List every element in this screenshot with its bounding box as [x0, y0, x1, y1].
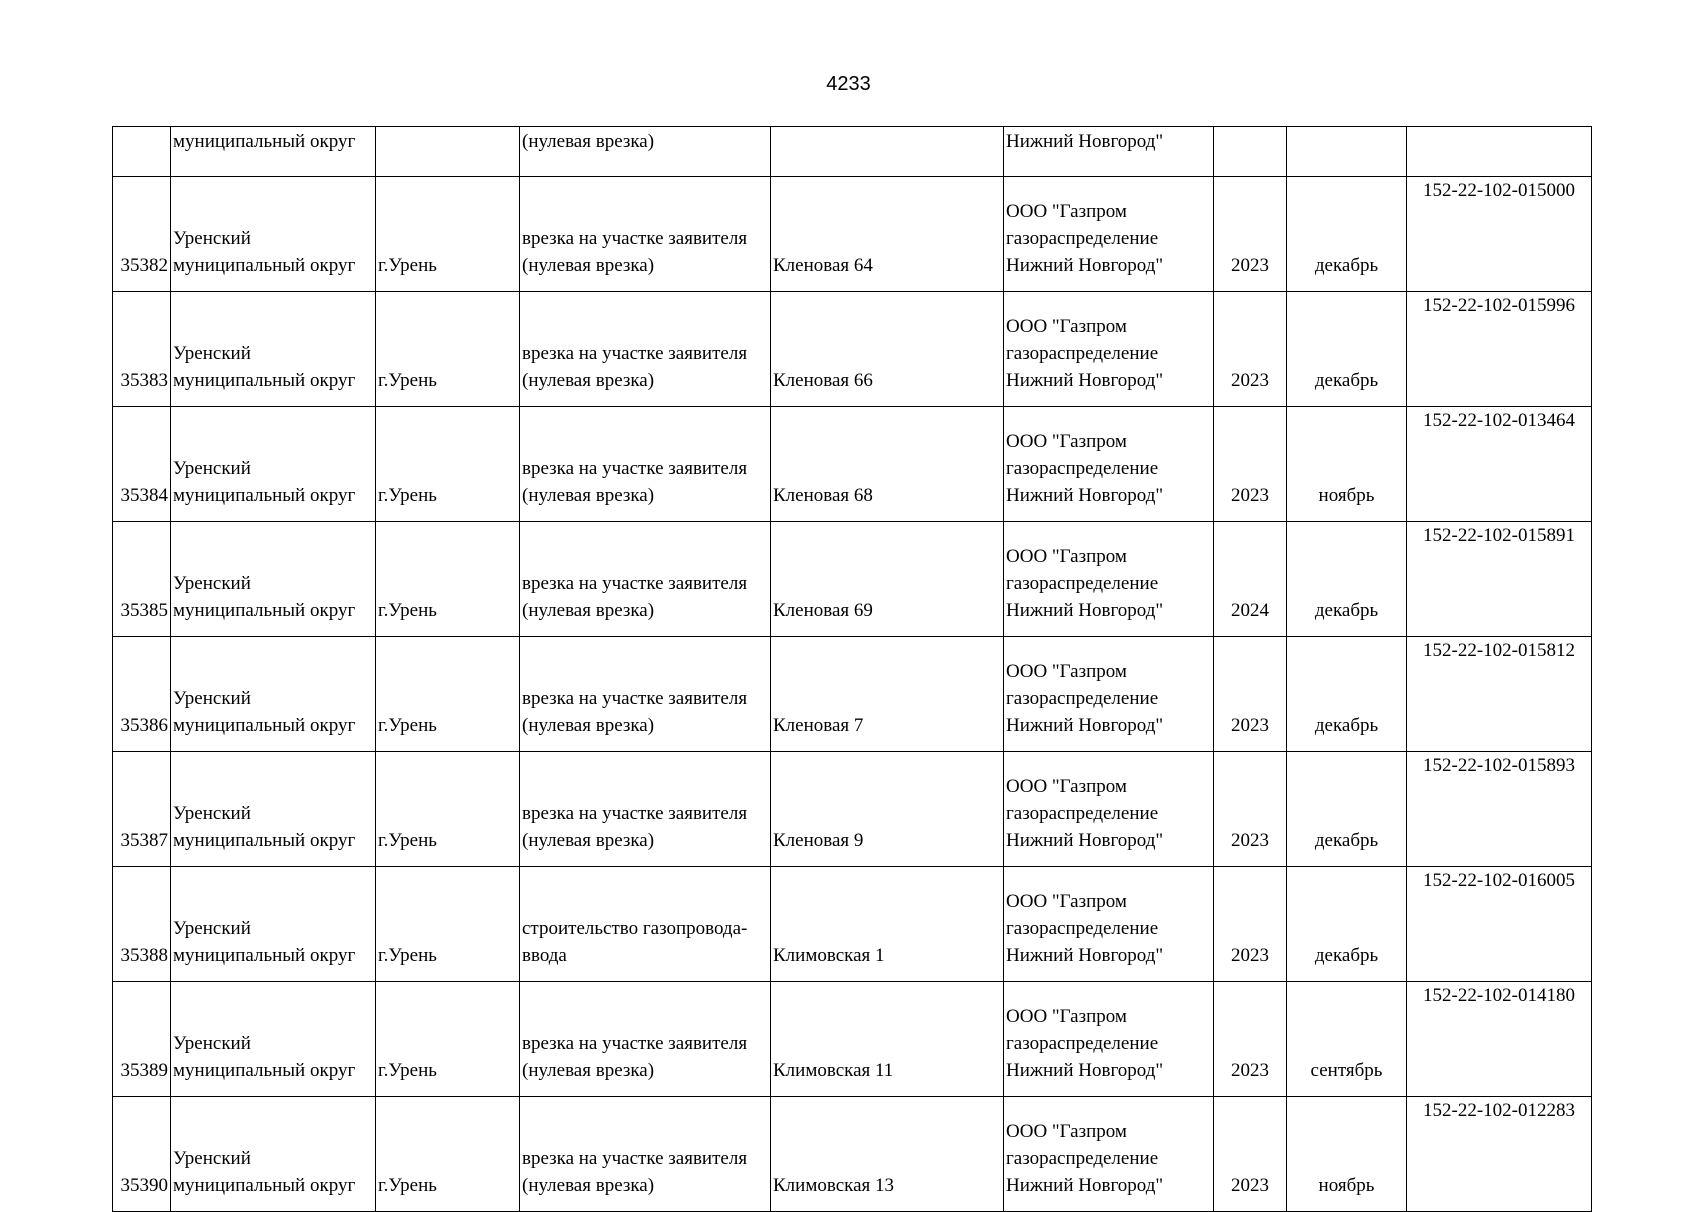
district-line-2: муниципальный округ: [173, 1060, 356, 1081]
cell-district: [171, 867, 376, 982]
cell-work-type: [520, 982, 771, 1097]
work-line-1: врезка на участке заявителя: [522, 343, 748, 364]
cell-code: 152-22-102-015893: [1407, 752, 1592, 867]
organization-line-1: ООО "Газпром: [1006, 316, 1127, 337]
cell-work-type: (нулевая врезка): [520, 127, 771, 177]
cell-year: 2024: [1214, 522, 1287, 637]
cell-month: сентябрь: [1287, 982, 1407, 1097]
cell-code: 152-22-102-015891: [1407, 522, 1592, 637]
cell-year: 2023: [1214, 177, 1287, 292]
cell-work-type: [520, 752, 771, 867]
table-row: [113, 982, 1592, 1097]
cell-organization: [1004, 1097, 1214, 1212]
cell-organization: [1004, 292, 1214, 407]
district-line-2: муниципальный округ: [173, 715, 356, 736]
table-row: [113, 177, 1592, 292]
cell-work-type: [520, 867, 771, 982]
organization-line-1: ООО "Газпром: [1006, 431, 1127, 452]
cell-organization: [1004, 752, 1214, 867]
organization-line-2: газораспределение: [1006, 688, 1159, 709]
register-table: [112, 126, 1592, 1212]
table-body: [113, 127, 1592, 1212]
cell-year: [1214, 127, 1287, 177]
organization-line-1: ООО "Газпром: [1006, 546, 1127, 567]
organization-line-3: Нижний Новгород": [1006, 945, 1164, 966]
district-line-1: Уренский: [173, 458, 251, 479]
cell-number: 35384: [113, 407, 171, 522]
district-line-2: муниципальный округ: [173, 600, 356, 621]
cell-code: 152-22-102-015812: [1407, 637, 1592, 752]
table-row: [113, 522, 1592, 637]
organization-line-3: Нижний Новгород": [1006, 255, 1164, 276]
organization-line-2: газораспределение: [1006, 343, 1159, 364]
organization-line-1: ООО "Газпром: [1006, 661, 1127, 682]
district-line-1: Уренский: [173, 803, 251, 824]
organization-line-1: ООО "Газпром: [1006, 201, 1127, 222]
district-line-1: Уренский: [173, 918, 251, 939]
cell-month: декабрь: [1287, 637, 1407, 752]
cell-number: 35390: [113, 1097, 171, 1212]
cell-district: [171, 177, 376, 292]
cell-district: муниципальный округ: [171, 127, 376, 177]
organization-line-2: газораспределение: [1006, 573, 1159, 594]
work-line-1: врезка на участке заявителя: [522, 573, 748, 594]
cell-town: г.Урень: [376, 407, 520, 522]
cell-code: 152-22-102-015000: [1407, 177, 1592, 292]
cell-month: декабрь: [1287, 292, 1407, 407]
cell-organization: Нижний Новгород": [1004, 127, 1214, 177]
cell-street: [771, 127, 1004, 177]
district-line-1: Уренский: [173, 343, 251, 364]
cell-town: г.Урень: [376, 1097, 520, 1212]
work-line-2: (нулевая врезка): [522, 600, 655, 621]
organization-line-2: газораспределение: [1006, 1033, 1159, 1054]
table-row: [113, 637, 1592, 752]
cell-organization: [1004, 522, 1214, 637]
cell-district: [171, 637, 376, 752]
district-line-2: муниципальный округ: [173, 370, 356, 391]
cell-town: г.Урень: [376, 982, 520, 1097]
cell-number: 35385: [113, 522, 171, 637]
work-line-2: (нулевая врезка): [522, 485, 655, 506]
work-line-1: строительство газопровода-: [522, 918, 748, 939]
organization-line-3: Нижний Новгород": [1006, 830, 1164, 851]
cell-number: 35389: [113, 982, 171, 1097]
work-line-2: (нулевая врезка): [522, 1175, 655, 1196]
cell-organization: [1004, 982, 1214, 1097]
cell-code: 152-22-102-013464: [1407, 407, 1592, 522]
table-row: [113, 407, 1592, 522]
organization-line-2: газораспределение: [1006, 458, 1159, 479]
organization-line-2: газораспределение: [1006, 803, 1159, 824]
cell-organization: [1004, 177, 1214, 292]
cell-number: 35388: [113, 867, 171, 982]
cell-work-type: [520, 407, 771, 522]
table-row: [113, 752, 1592, 867]
cell-month: декабрь: [1287, 177, 1407, 292]
cell-town: г.Урень: [376, 752, 520, 867]
cell-district: [171, 407, 376, 522]
cell-year: 2023: [1214, 1097, 1287, 1212]
cell-district: [171, 982, 376, 1097]
cell-street: Кленовая 69: [771, 522, 1004, 637]
cell-town: г.Урень: [376, 867, 520, 982]
work-line-2: (нулевая врезка): [522, 370, 655, 391]
district-line-1: Уренский: [173, 688, 251, 709]
cell-code: [1407, 127, 1592, 177]
organization-line-2: газораспределение: [1006, 918, 1159, 939]
district-line-2: муниципальный округ: [173, 945, 356, 966]
cell-year: 2023: [1214, 982, 1287, 1097]
organization-line-3: Нижний Новгород": [1006, 485, 1164, 506]
cell-month: [1287, 127, 1407, 177]
organization-line-3: Нижний Новгород": [1006, 600, 1164, 621]
table-row: [113, 867, 1592, 982]
district-line-2: муниципальный округ: [173, 1175, 356, 1196]
cell-work-type: [520, 637, 771, 752]
cell-code: 152-22-102-014180: [1407, 982, 1592, 1097]
district-line-2: муниципальный округ: [173, 485, 356, 506]
cell-street: Кленовая 68: [771, 407, 1004, 522]
work-line-2: ввода: [522, 945, 567, 966]
district-line-2: муниципальный округ: [173, 830, 356, 851]
work-line-1: врезка на участке заявителя: [522, 1033, 748, 1054]
cell-work-type: [520, 292, 771, 407]
work-line-1: врезка на участке заявителя: [522, 458, 748, 479]
table-row: [113, 1097, 1592, 1212]
cell-street: Кленовая 9: [771, 752, 1004, 867]
work-line-1: врезка на участке заявителя: [522, 803, 748, 824]
work-line-2: (нулевая врезка): [522, 1060, 655, 1081]
cell-town: г.Урень: [376, 177, 520, 292]
cell-organization: [1004, 637, 1214, 752]
cell-town: г.Урень: [376, 292, 520, 407]
cell-year: 2023: [1214, 407, 1287, 522]
cell-number: [113, 127, 171, 177]
cell-street: Кленовая 64: [771, 177, 1004, 292]
work-line-1: врезка на участке заявителя: [522, 228, 748, 249]
organization-line-1: ООО "Газпром: [1006, 776, 1127, 797]
cell-work-type: [520, 1097, 771, 1212]
cell-month: декабрь: [1287, 867, 1407, 982]
table-row: [113, 292, 1592, 407]
cell-street: Климовская 13: [771, 1097, 1004, 1212]
organization-line-3: Нижний Новгород": [1006, 1060, 1164, 1081]
work-line-2: (нулевая врезка): [522, 830, 655, 851]
organization-line-2: газораспределение: [1006, 1148, 1159, 1169]
cell-month: ноябрь: [1287, 1097, 1407, 1212]
cell-work-type: [520, 522, 771, 637]
cell-code: 152-22-102-016005: [1407, 867, 1592, 982]
cell-organization: [1004, 407, 1214, 522]
cell-district: [171, 752, 376, 867]
organization-line-3: Нижний Новгород": [1006, 370, 1164, 391]
continuation-row: [113, 127, 1592, 177]
cell-number: 35386: [113, 637, 171, 752]
organization-line-2: газораспределение: [1006, 228, 1159, 249]
organization-line-3: Нижний Новгород": [1006, 715, 1164, 736]
organization-line-1: ООО "Газпром: [1006, 891, 1127, 912]
district-line-2: муниципальный округ: [173, 255, 356, 276]
cell-year: 2023: [1214, 867, 1287, 982]
cell-code: 152-22-102-012283: [1407, 1097, 1592, 1212]
cell-street: Кленовая 66: [771, 292, 1004, 407]
cell-town: г.Урень: [376, 637, 520, 752]
cell-number: 35383: [113, 292, 171, 407]
cell-street: Климовская 11: [771, 982, 1004, 1097]
district-line-1: Уренский: [173, 1148, 251, 1169]
cell-district: [171, 1097, 376, 1212]
cell-month: ноябрь: [1287, 407, 1407, 522]
district-line-1: Уренский: [173, 1033, 251, 1054]
work-line-1: врезка на участке заявителя: [522, 688, 748, 709]
cell-town: [376, 127, 520, 177]
cell-town: г.Урень: [376, 522, 520, 637]
work-line-1: врезка на участке заявителя: [522, 1148, 748, 1169]
cell-month: декабрь: [1287, 522, 1407, 637]
cell-month: декабрь: [1287, 752, 1407, 867]
cell-code: 152-22-102-015996: [1407, 292, 1592, 407]
district-line-1: Уренский: [173, 228, 251, 249]
cell-district: [171, 292, 376, 407]
district-line-1: Уренский: [173, 573, 251, 594]
cell-number: 35387: [113, 752, 171, 867]
organization-line-3: Нижний Новгород": [1006, 1175, 1164, 1196]
page-number: 4233: [826, 73, 871, 95]
work-line-2: (нулевая врезка): [522, 255, 655, 276]
cell-district: [171, 522, 376, 637]
cell-year: 2023: [1214, 637, 1287, 752]
cell-street: Кленовая 7: [771, 637, 1004, 752]
organization-line-1: ООО "Газпром: [1006, 1121, 1127, 1142]
cell-number: 35382: [113, 177, 171, 292]
cell-work-type: [520, 177, 771, 292]
work-line-2: (нулевая врезка): [522, 715, 655, 736]
cell-organization: [1004, 867, 1214, 982]
cell-street: Климовская 1: [771, 867, 1004, 982]
cell-year: 2023: [1214, 292, 1287, 407]
cell-year: 2023: [1214, 752, 1287, 867]
organization-line-1: ООО "Газпром: [1006, 1006, 1127, 1027]
